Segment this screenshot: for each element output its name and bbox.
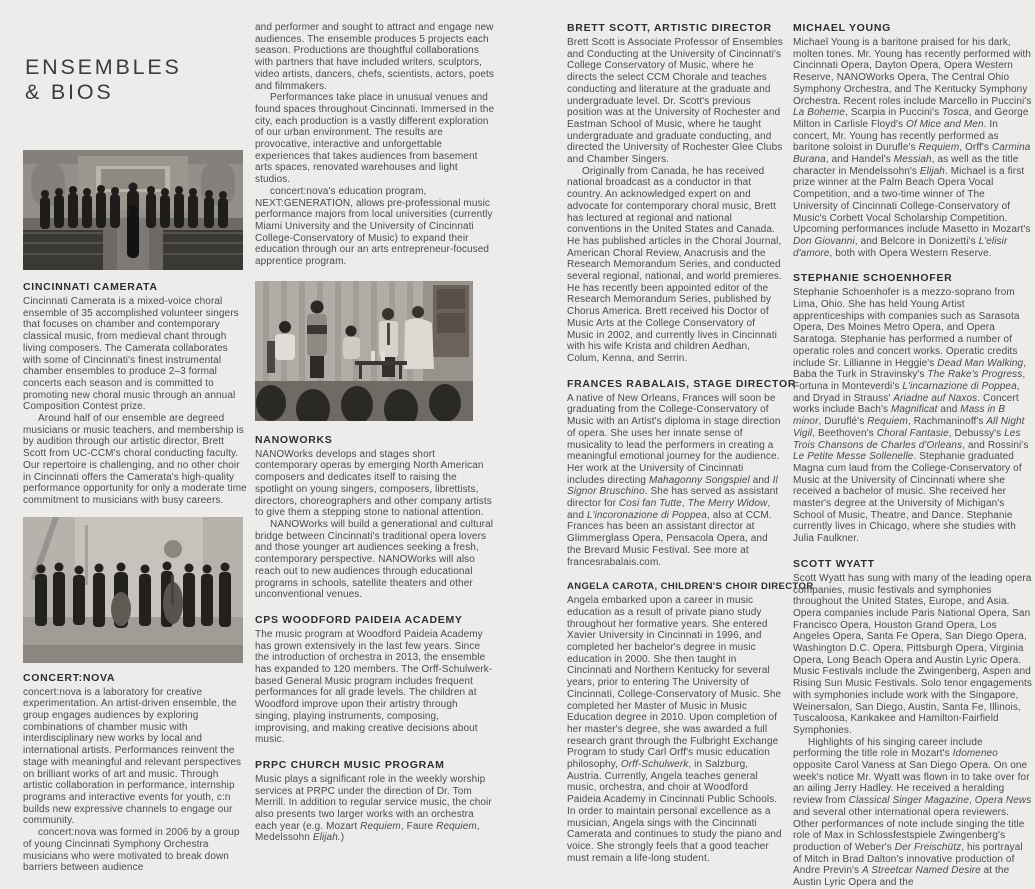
concert-nova-photo [23,517,243,663]
section-michael-young [793,22,1032,259]
paragraph: concert:nova is a laboratory for creative experimentation. An artist-driven ensemble, the group engages audiences by exploring combinations of chamber music with interdisciplinary new works by local and international artists. Performances reinvent the stage with meaningful and relevant perspectives on brilliant works of art and music. Through artistic collaboration in performance, internship programs and interactive events for youth, c:n builds new expressive channels to engage our community. [23,686,242,827]
column-2 [255,0,495,844]
paragraph: Music plays a significant role in the weekly worship services at PRPC under the direction of Dr. Tom Merrill. In addition to regular service music, the choir also presents two larger works with an orchestra each year (e.g. Mozart Requiem, Faure Requiem, Medelssohn Elijah.) [255,773,492,844]
page-title-line2: & BIOS [25,79,114,104]
paragraph: Stephanie Schoenhofer is a mezzo-soprano from Lima, Ohio. She has held Young Artist apprenticeships with companies such as Sarasota Opera, Des Moines Metro Opera, and Opera Saratoga. Stephanie has performed a number of operatic roles and concert works. Operatic credits include Sr. Lillianne in Heggie's Dead Man Walking, Baba the Turk in Stravinsky's The Rake's Progress, Fortuna in Monteverdi's L'incarnazione di Poppea, and Dryad in Strauss' Ariadne auf Naxos. Concert works include Bach's Magnificat and Mass in B minor, Duruflé's Requiem, Rachmaninoff's All Night Vigil, Beethoven's Choral Fantasie, Debussy's Les Trois Chansons de Charles d'Orleans, and Rossini's Le Petite Messe Sollenelle. Stephanie graduated Magna cum laud from the College-Conservatory of Music at the University of Cincinnati where she received a bachelor of music. She received her master's degree at the University of Michigan's School of Music, Theatre, and Dance. Stephanie currently lives in Chicago, where she studies with Julia Faulkner. [793,287,1029,545]
section-heading: STEPHANIE SCHOENHOFER [793,272,953,285]
section-heading: PRPC CHURCH MUSIC PROGRAM [255,758,445,771]
paragraph: concert:nova's education program, NEXT:GENERATION, allows pre-professional music performance majors from local universities (currently Miami University and the University of Cincinnati College-Conservatory of Music) to expand their education through our an arts entrepreneur-focused apprentice program. [255,185,493,268]
church-choir-photo-graphic [23,150,243,270]
paragraph: Around half of our ensemble are degreed musicians or music teachers, and membership is by audition through our artistic director, Brett Scott from UC-CCM's choral conducting faculty. Our repertoire is challenging, and no other choir in Cincinnati offers the Camerata's high-quality performance opportunity for only a moderate time commitment to musicians with busy careers. [23,413,247,506]
section-heading: ANGELA CAROTA, CHILDREN'S CHOIR DIRECTOR [567,581,814,593]
section-cps-woodford [255,614,495,746]
section-heading: CINCINNATI CAMERATA [23,281,158,293]
page-title [25,55,247,104]
column-3 [567,0,814,864]
paragraph: Highlights of his singing career include performing the title role in Mozart's Idomeneo opposite Carol Vaness at San Diego Opera. On one week's notice Mr. Wyatt was flown in to take over for an ailing Jerry Hadley. He received a heralding review from Classical Singer Magazine, Opera News and several other international opera reviewers. Other performances of note include singing the title role of Max in Schlossfestspiele Zwingenberg's production of Weber's Der Freischütz, his portrayal of Mitch in Brad Dalton's innovative production of Andre Previn's A Streetcar Named Desire at the Austin Lyric Opera and the [793,736,1032,889]
section-heading: CONCERT:NOVA [23,671,116,684]
section-heading: SCOTT WYATT [793,557,875,570]
section-frances-rabalais [567,377,797,569]
section-heading: NANOWORKS [255,433,333,446]
section-concert-nova [23,672,247,874]
section-angela-carota [567,581,814,864]
section-heading: MICHAEL YOUNG [793,22,891,34]
paragraph: concert:nova was formed in 2006 by a group of young Cincinnati Symphony Orchestra musicians who were motivated to break down barriers between audience [23,827,240,874]
paragraph: Scott Wyatt has sung with many of the leading opera companies, music festivals and symphonies throughout the United States, Europe, and Asia. Opera companies include Paris National Opera, San Francisco Opera, Houston Grand Opera, Los Angeles Opera, Santa Fe Opera, San Diego Opera, Washington D.C. Opera, Pittsburgh Opera, Virginia Opera, Long Beach Opera and Austin Lyric Opera. Music Festivals include the Zwingenberg, Aspen and Rising Sun Music Festivals. Solo tenor engagements with symphonies include work with the Singapore, Weinersalon, San Diego, Austin, Santa Fe, Illinois, Tuscaloosa, Kankakee and Hamilton-Fairfield Symphonies. [793,572,1033,736]
section-concert-nova-continued [255,22,495,268]
paragraph: and performer and sought to attract and engage new audiences. The ensemble produces 5 projects each season. Productions are thoughtful collaborations with partners that have included writers, sculptors, video artists, dancers, chefs, scientists, actors, poets and filmmakers. [255,22,495,92]
section-stephanie-schoenhofer [793,272,1032,544]
paragraph: Originally from Canada, he has received national broadcast as a conductor in that country. An acknowledged expert on and advocate for contemporary choral music, Brett has lectured at regional and national conventions in the United States and Canada. He has published articles in the Choral Journal, American Choral Review, Anacrusis and the Research Memorandum Series, and conducted several regional, national, and world premieres. He has recently been appointed editor of the Research Memorandum Series, published by Chorus America. Brett received his Doctor of Music Arts at the College Conservatory of Music in 2002, and currently lives in Cincinnati with his wife Krista and children Aedhan, Colum, Kenna, and Serrin. [567,165,782,364]
section-scott-wyatt [793,558,1032,889]
opera-rehearsal-photo-graphic [255,281,473,421]
section-heading: BRETT SCOTT, ARTISTIC DIRECTOR [567,22,772,34]
paragraph: A native of New Orleans, Frances will soon be graduating from the College-Conservatory of Music with an Artist's diploma in stage direction of opera. She uses her innate sense of musicality to lead the performers in creating a meaningful emotional journey for the audience. Her work at the University of Cincinnati includes directing Mahagonny Songspiel and Il Signor Bruschino. She has served as assistant director for Cosi fan Tutte, The Merry Widow, and L'incoronazione di Poppea, also at CCM. Frances has been an assistant director at Glimmerglass Opera, Pensacola Opera, and the Brevard Music Festival. See more at francesrabalais.com. [567,392,781,568]
section-heading: CPS WOODFORD PAIDEIA ACADEMY [255,613,463,626]
section-prpc [255,759,495,844]
paragraph: Brett Scott is Associate Professor of Ensembles and Conducting at the University of Cincinnati's College Conservatory of Music, where he directs the select CCM Chorale and teaches conducting and literature at the graduate and undergraduate level. Dr. Scott's previous position was at the University of Rochester and Eastman School of Music, where he taught undergraduate and graduate conducting, and directed the University of Rochester Glee Clubs and Chamber Singers. [567,37,783,166]
section-cincinnati-camerata [23,281,247,507]
column-4 [793,0,1032,889]
cincinnati-camerata-photo [23,150,243,270]
paragraph: Michael Young is a baritone praised for his dark, molten tones. Mr. Young has recently performed with Cincinnati Opera, Dayton Opera, Opera Western Reserve, NANOWorks Opera, The Central Ohio Symphony Orchestra, and The Kentucky Symphony Orchestra. Recent roles include Marcello in Puccini's La Boheme, Scarpia in Puccini's Tosca, and George Milton in Carlisle Floyd's Of Mice and Men. In concert, Mr. Young has recently performed as baritone soloist in Durufle's Requiem, Orff's Carmina Burana, and Handel's Messiah, as well as the title character in Mendelssohn's Elijah. Michael is a first prize winner at the Palm Beach Opera Vocal Competition, and a two-time winner of The University of Cincinnati College-Conservatory of Music's Corbett Vocal Scholarship Competition. Upcoming performances include Masetto in Mozart's Don Giovanni, and Belcore in Donizetti's L'elisir d'amore, both with Opera Western Reserve. [793,37,1032,259]
nanoworks-photo [255,281,473,421]
column-1 [23,0,247,874]
paragraph: Performances take place in unusual venues and found spaces throughout Cincinnati. Immersed in the city, each production is a vastly different exploration of our urban environment. The results are provocative, interactive and unforgettable experiences that takes audiences from basement arts spaces, renovated warehouses and light studios. [255,92,495,186]
paragraph: NANOWorks will build a generational and cultural bridge between Cincinnati's traditional opera lovers and those younger art audiences seeking a fresh, contemporary perspective. NANOWorks will also reach out to new audiences through educational programs in schools, satellite theaters and other unconventional venues. [255,518,494,601]
page-title-line1: ENSEMBLES [25,55,182,79]
paragraph: Cincinnati Camerata is a mixed-voice choral ensemble of 35 accomplished volunteer singers that focuses on chamber and contemporary classical music, from medieval chant through living composers. The Camerata collaborates with some of Cincinnati's finest instrumental chamber ensembles to produce 2–3 formal concerts each season and is committed to promoting new choral music through an annual Composition Contest prize. [23,296,239,413]
paragraph: The music program at Woodford Paideia Academy has grown extensively in the last few years. Since the introduction of orchestra in 2013, the ensemble has expanded to 120 members. The Orff-Schulwerk-based General Music program includes frequent performances for all grade levels. The children at Woodford improve upon their artistry through singing, playing instruments, composing, improvising, and making creative decisions about music. [255,628,493,746]
section-brett-scott [567,22,783,365]
section-heading: FRANCES RABALAIS, STAGE DIRECTOR [567,377,797,390]
warehouse-ensemble-photo-graphic [23,517,243,663]
paragraph: Angela embarked upon a career in music education as a result of private piano study throughout her formative years. She entered Xavier University in Cincinnati in 1996, and completed her bachelor's degree in music education in 2000. She then taught in Cincinnati and Northern Kentucky for several years, prior to entering The University of Cincinnati, College-Conservatory of Music. She completed her Master of Music in Music Education degree in 2010. Upon completion of her master's degree, she was awarded a full research grant through the Fulbright Exchange Program to study Carl Orff's music education philosophy, Orff-Schulwerk, in Salzburg, Austria. Currently, Angela teaches general music, orchestra, and choir at Woodford Paideia Academy in Cincinnati Public Schools. In order to maintain personal excellence as a musician, Angela sings with the Cincinnati Camerata and continues to study the piano and voice. She strongly feels that a good teacher must remain a life-long student. [567,595,782,864]
section-nanoworks [255,434,495,601]
paragraph: NANOWorks develops and stages short contemporary operas by emerging North American composers and dedicates itself to raising the spotlight on young singers, composers, librettists, directors, choreographers and other company artists to give them a stepping stone to national attention. [255,448,492,519]
